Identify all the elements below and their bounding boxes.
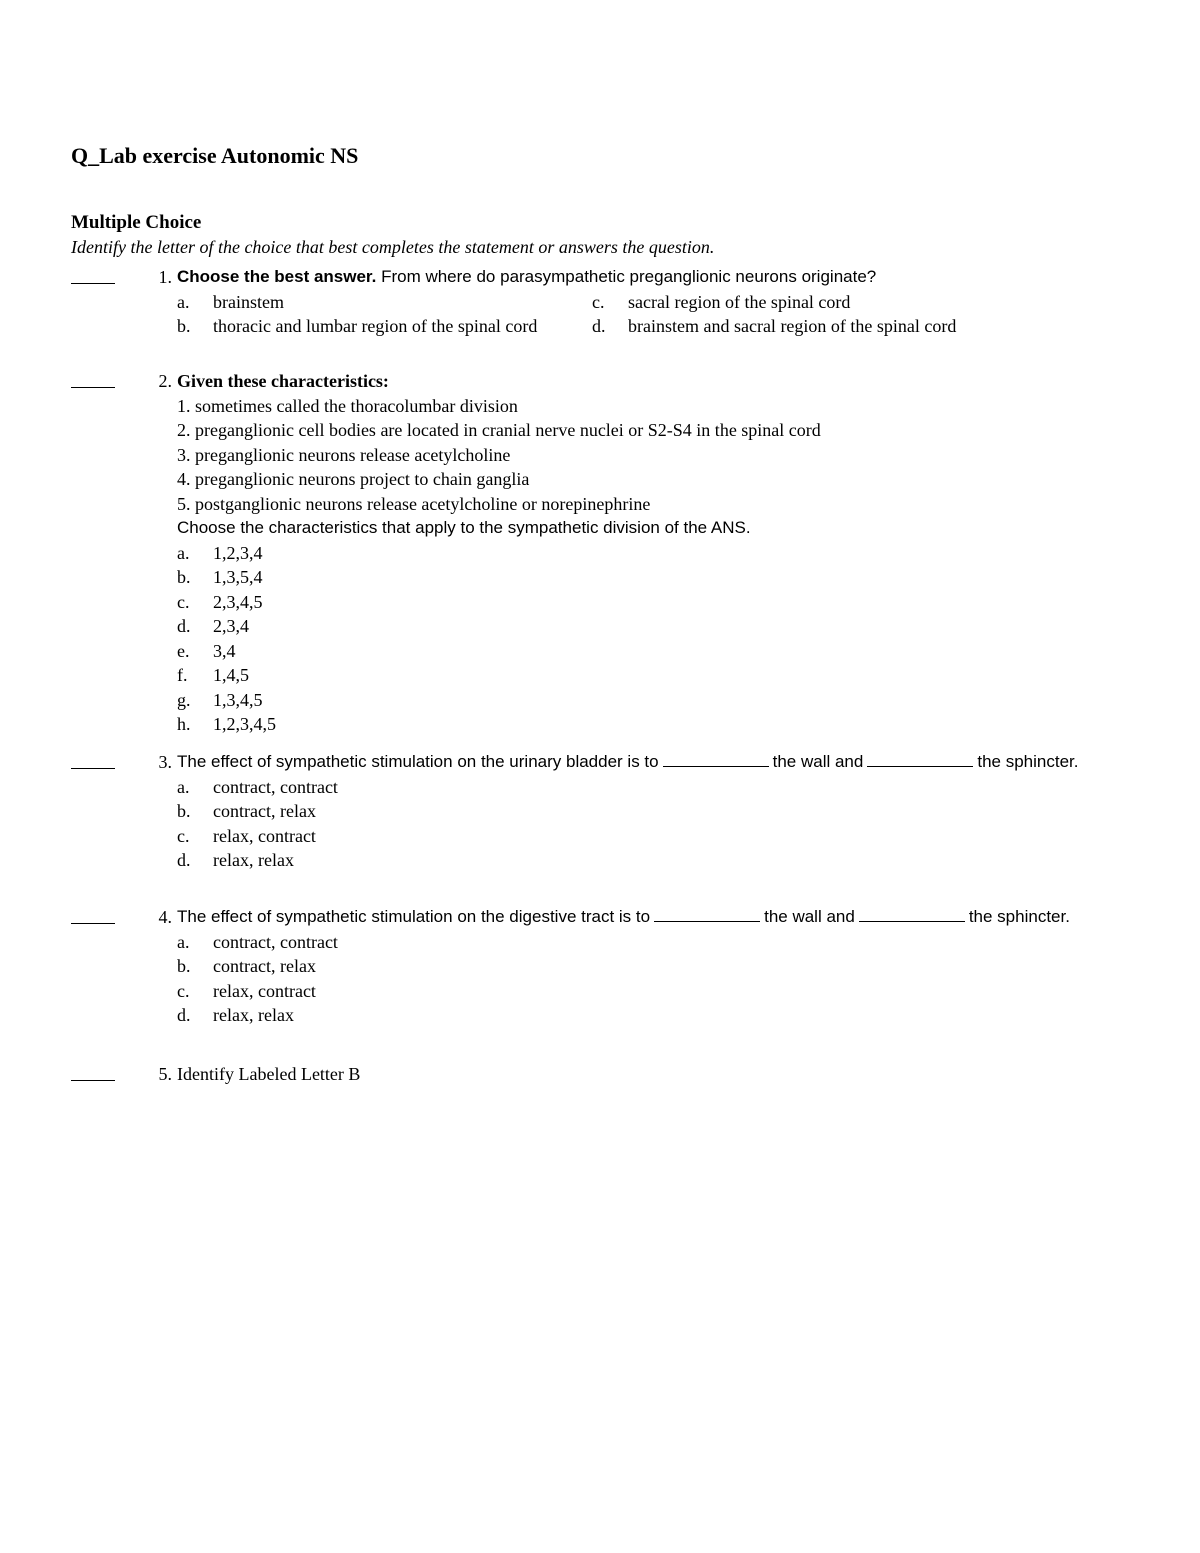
question-lead: Given these characteristics:	[177, 371, 389, 391]
question-stem: The effect of sympathetic stimulation on the urinary bladder is to the wall and the sphincter.	[177, 752, 1079, 771]
question-lead: Choose the best answer.	[177, 267, 377, 286]
choice-b[interactable]: b. contract, relax	[177, 801, 316, 821]
choice-c[interactable]: c. relax, contract	[177, 980, 316, 1001]
choice-d[interactable]: d. relax, relax	[177, 850, 294, 870]
answer-blank[interactable]	[71, 265, 115, 284]
question-prompt: Choose the characteristics that apply to the sympathetic division of the ANS.	[177, 518, 751, 537]
answer-blank[interactable]	[71, 1062, 115, 1081]
fill-in-blank	[859, 905, 965, 922]
page-title: Q_Lab exercise Autonomic NS	[71, 143, 359, 168]
choice-b[interactable]: b. contract, relax	[177, 956, 316, 976]
question-stem: Identify Labeled Letter B	[177, 1064, 361, 1084]
question-number: 1.	[158, 267, 172, 287]
characteristic-item: 5. postganglionic neurons release acetylcholine or norepinephrine	[177, 493, 651, 514]
choice-h[interactable]: h. 1,2,3,4,5	[177, 714, 276, 734]
question-body	[177, 905, 1127, 1028]
choice-f[interactable]: f. 1,4,5	[177, 665, 249, 685]
choice-a[interactable]: a. contract, contract	[177, 931, 338, 952]
fill-in-blank	[867, 750, 973, 767]
choice-d[interactable]: d. relax, relax	[177, 1005, 294, 1025]
choice-d[interactable]: d. brainstem and sacral region of the spinal cord	[592, 316, 957, 336]
fill-in-blank	[663, 750, 769, 767]
question-body	[177, 369, 1127, 737]
choice-g[interactable]: g. 1,3,4,5	[177, 689, 263, 710]
answer-blank[interactable]	[71, 369, 115, 388]
choice-b[interactable]: b. thoracic and lumbar region of the spinal cord	[177, 316, 538, 336]
question-body	[177, 265, 1127, 339]
answer-blank[interactable]	[71, 905, 115, 924]
choice-b[interactable]: b. 1,3,5,4	[177, 567, 263, 587]
characteristic-item: 4. preganglionic neurons project to chain ganglia	[177, 469, 530, 489]
question-number: 5.	[158, 1064, 172, 1084]
choices	[177, 290, 1127, 339]
instructions: Identify the letter of the choice that best completes the statement or answers the question.	[71, 237, 715, 257]
choice-a[interactable]: a. contract, contract	[177, 776, 338, 797]
question-number: 3.	[158, 752, 172, 772]
answer-blank[interactable]	[71, 750, 115, 769]
choice-a[interactable]: a. brainstem	[177, 291, 284, 312]
question-body	[177, 1062, 1127, 1087]
characteristic-item: 1. sometimes called the thoracolumbar division	[177, 395, 518, 416]
question-number: 4.	[158, 907, 172, 927]
characteristic-item: 3. preganglionic neurons release acetylcholine	[177, 444, 511, 465]
choice-e[interactable]: e. 3,4	[177, 640, 236, 661]
question-body	[177, 750, 1127, 873]
question-number: 2.	[158, 371, 172, 391]
characteristic-item: 2. preganglionic cell bodies are located in cranial nerve nuclei or S2-S4 in the spinal cord	[177, 420, 821, 440]
choice-a[interactable]: a. 1,2,3,4	[177, 542, 263, 563]
question-stem: The effect of sympathetic stimulation on the digestive tract is to the wall and the sphincter.	[177, 907, 1070, 926]
question-stem	[177, 265, 1127, 290]
choice-d[interactable]: d. 2,3,4	[177, 616, 249, 636]
fill-in-blank	[654, 905, 760, 922]
choice-c[interactable]: c. relax, contract	[177, 825, 316, 846]
question-text: From where do parasympathetic preganglionic neurons originate?	[376, 267, 877, 286]
choice-c[interactable]: c. 2,3,4,5	[177, 591, 263, 612]
choice-c[interactable]: c. sacral region of the spinal cord	[592, 291, 851, 312]
section-title: Multiple Choice	[71, 212, 202, 233]
